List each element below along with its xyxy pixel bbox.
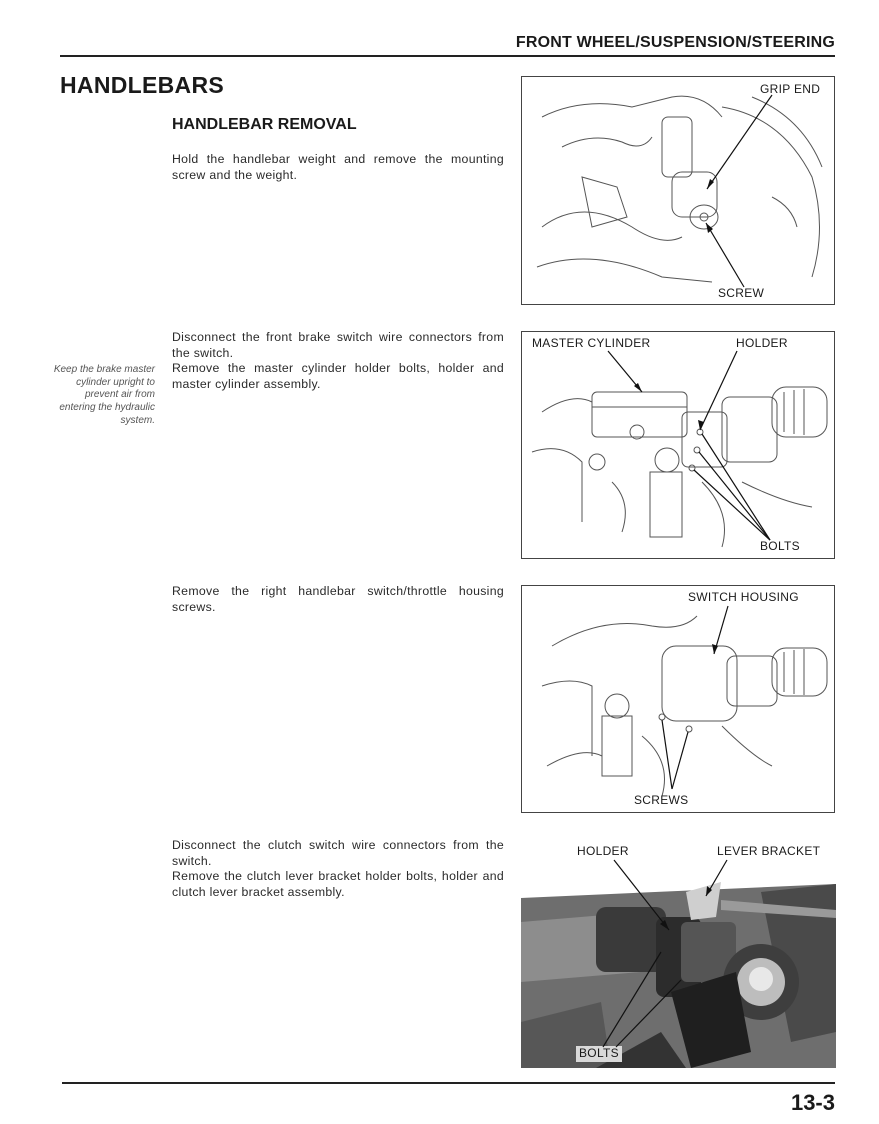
step-2-paragraph-2: Remove the master cylinder holder bolts, holder and master cylinder assembly. (172, 361, 504, 391)
side-note: Keep the brake master cylinder upright to prevent air from entering the hydraulic system. (53, 364, 155, 426)
callout-bolts: BOLTS (579, 1046, 619, 1060)
callout-screw: SCREW (718, 286, 765, 300)
header-rule (60, 55, 835, 57)
step-4-text (172, 838, 504, 900)
callout-bolts: BOLTS (760, 539, 800, 553)
step-2-text (172, 330, 504, 392)
section-title: HANDLEBARS (60, 72, 224, 98)
figure-grip-end (521, 76, 835, 305)
page-number: 13-3 (790, 1090, 835, 1115)
figure-switch-housing (521, 585, 835, 813)
step-1-paragraph: Hold the handlebar weight and remove the mounting screw and the weight. (172, 152, 504, 182)
master-cylinder-illustration (522, 332, 834, 558)
step-3-text (172, 584, 504, 615)
grip-end-illustration (522, 77, 834, 304)
callout-master-cylinder: MASTER CYLINDER (532, 336, 651, 350)
step-2-paragraph-1: Disconnect the front brake switch wire connectors from the switch. (172, 330, 504, 360)
chapter-title: FRONT WHEEL/SUSPENSION/STEERING (515, 34, 835, 51)
step-4-paragraph-1: Disconnect the clutch switch wire connectors from the switch. (172, 838, 504, 868)
switch-housing-illustration (522, 586, 834, 812)
clutch-lever-photo-illustration (521, 832, 836, 1068)
step-4-paragraph-2: Remove the clutch lever bracket holder bolts, holder and clutch lever bracket assembly. (172, 869, 504, 899)
footer-rule (62, 1082, 835, 1084)
figure-clutch-lever-photo (521, 832, 836, 1068)
figure-master-cylinder (521, 331, 835, 559)
callout-switch-housing: SWITCH HOUSING (688, 590, 799, 604)
callout-holder: HOLDER (577, 844, 629, 858)
callout-lever-bracket: LEVER BRACKET (717, 844, 821, 858)
callout-screws: SCREWS (634, 793, 689, 807)
arrow-head (706, 223, 713, 233)
step-1-text (172, 152, 504, 183)
callout-grip-end: GRIP END (760, 82, 821, 96)
subsection-title: HANDLEBAR REMOVAL (172, 116, 357, 133)
callout-holder: HOLDER (736, 336, 788, 350)
step-3-paragraph: Remove the right handlebar switch/throttle housing screws. (172, 584, 504, 614)
